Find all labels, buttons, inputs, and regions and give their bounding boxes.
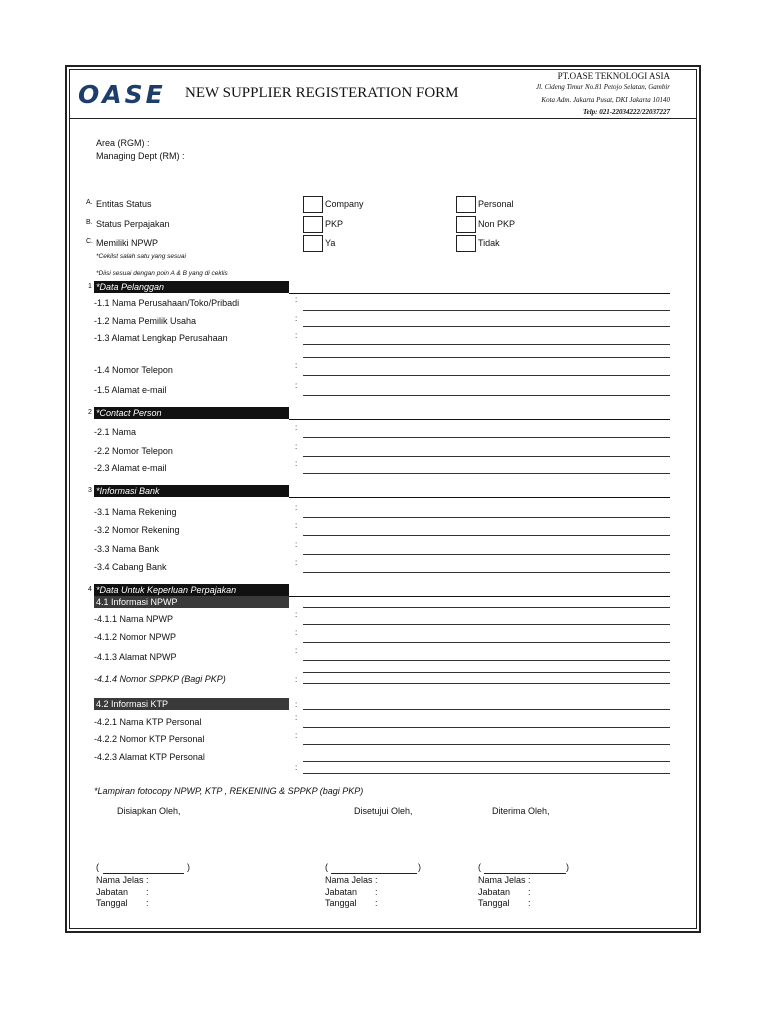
field-4-1-2-input[interactable] <box>303 642 670 643</box>
approved-by-label: Disetujui Oleh, <box>354 806 413 816</box>
status-a-letter: A. <box>86 199 93 206</box>
field-1-5-label: -1.5 Alamat e-mail <box>94 385 167 395</box>
section-3-rule <box>289 497 670 498</box>
field-4-2-3-input-line-1[interactable] <box>303 761 670 762</box>
section-4-rule <box>289 596 670 597</box>
field-4-1-1-label: -4.1.1 Nama NPWP <box>94 614 174 624</box>
pkp-option-label: PKP <box>325 219 344 229</box>
tidak-option-label: Tidak <box>478 238 500 248</box>
pkp-checkbox[interactable] <box>303 216 323 233</box>
status-b-letter: B. <box>86 219 93 226</box>
received-by-label: Diterima Oleh, <box>492 806 550 816</box>
field-1-5-colon: : <box>295 381 298 390</box>
field-3-3-input[interactable] <box>303 554 670 555</box>
signature-3-position-label: Jabatan <box>478 887 511 897</box>
field-2-3-colon: : <box>295 459 298 468</box>
field-2-3-input[interactable] <box>303 473 670 474</box>
prepared-by-label: Disiapkan Oleh, <box>117 806 181 816</box>
field-4-2-3-label: -4.2.3 Alamat KTP Personal <box>94 752 205 762</box>
company-address-2: Kota Adm. Jakarta Pusat, DKI Jakarta 10140 <box>541 96 670 104</box>
attachment-note: *Lampiran fotocopy NPWP, KTP , REKENING & SPPKP (bagi PKP) <box>94 786 364 796</box>
field-1-3-label: -1.3 Alamat Lengkap Perusahaan <box>94 333 228 343</box>
field-2-2-label: -2.2 Nomor Telepon <box>94 446 173 456</box>
company-logo: OASE <box>78 80 166 109</box>
field-4-1-4-label: -4.1.4 Nomor SPPKP (Bagi PKP) <box>94 674 226 684</box>
signature-2-line[interactable] <box>331 873 417 874</box>
section-4-number: 4 <box>88 586 92 593</box>
section-1-header: *Data Pelanggan <box>94 281 289 293</box>
header-divider <box>69 118 697 119</box>
field-3-3-label: -3.3 Nama Bank <box>94 544 160 554</box>
field-4-1-4-colon: : <box>295 675 298 684</box>
field-1-1-label: -1.1 Nama Perusahaan/Toko/Pribadi <box>94 298 240 308</box>
signature-2-position-label: Jabatan <box>325 887 358 897</box>
signature-2-position-colon: : <box>375 887 378 897</box>
signature-3-date-colon: : <box>528 898 531 908</box>
section-4-header: *Data Untuk Keperluan Perpajakan <box>94 584 289 596</box>
field-2-1-colon: : <box>295 423 298 432</box>
field-2-1-label: -2.1 Nama <box>94 427 137 437</box>
entitas-status-label: Entitas Status <box>96 199 152 209</box>
field-3-1-colon: : <box>295 503 298 512</box>
company-option-label: Company <box>325 199 364 209</box>
field-1-1-input[interactable] <box>303 310 670 311</box>
field-4-1-4-input-line-1[interactable] <box>303 672 670 673</box>
signature-1-open-paren: ( <box>96 862 99 872</box>
field-3-4-colon: : <box>295 558 298 567</box>
field-4-2-1-input[interactable] <box>303 727 670 728</box>
section-1-number: 1 <box>88 283 92 290</box>
checklist-note: *Cekilst salah satu yang sesuai <box>96 253 186 260</box>
field-3-1-input[interactable] <box>303 517 670 518</box>
area-label: Area (RGM) : <box>96 138 150 148</box>
signature-3-open-paren: ( <box>478 862 481 872</box>
section-3-header: *Informasi Bank <box>94 485 289 497</box>
section-2-header: *Contact Person <box>94 407 289 419</box>
ktp-subsection-header: 4.2 Informasi KTP <box>94 698 289 710</box>
field-1-1-colon: : <box>295 295 298 304</box>
field-2-1-input[interactable] <box>303 437 670 438</box>
field-4-1-1-colon: : <box>295 610 298 619</box>
field-1-2-colon: : <box>295 314 298 323</box>
ktp-subsection-rule <box>303 709 670 710</box>
signature-1-position-label: Jabatan <box>96 887 129 897</box>
section-2-rule <box>289 419 670 420</box>
field-2-2-input[interactable] <box>303 456 670 457</box>
field-1-3-input-line-1[interactable] <box>303 344 670 345</box>
signature-3-name-label: Nama Jelas : <box>478 875 531 885</box>
signature-1-date-label: Tanggal <box>96 898 128 908</box>
field-4-2-2-colon: : <box>295 731 298 740</box>
field-1-2-label: -1.2 Nama Pemilik Usaha <box>94 316 197 326</box>
npwp-subsection-rule <box>303 607 670 608</box>
form-title: NEW SUPPLIER REGISTERATION FORM <box>185 85 459 101</box>
field-4-2-2-input[interactable] <box>303 744 670 745</box>
field-4-2-1-colon: : <box>295 713 298 722</box>
status-perpajakan-label: Status Perpajakan <box>96 219 170 229</box>
section-3-number: 3 <box>88 487 92 494</box>
field-1-3-colon: : <box>295 331 298 340</box>
field-4-1-3-colon: : <box>295 646 298 655</box>
field-4-1-3-label: -4.1.3 Alamat NPWP <box>94 652 177 662</box>
ktp-subsection-colon: : <box>295 700 298 709</box>
signature-2-close-paren: ) <box>418 862 421 872</box>
managing-dept-label: Managing Dept (RM) : <box>96 151 185 161</box>
non-pkp-checkbox[interactable] <box>456 216 476 233</box>
company-phone: Telp: 021-22034222/22037227 <box>582 108 670 116</box>
signature-1-line[interactable] <box>103 873 184 874</box>
field-4-2-3-input-line-2[interactable] <box>303 773 670 774</box>
fill-note: *Diisi sesuai dengan poin A & B yang di ceklis <box>96 270 228 277</box>
field-4-1-4-input-line-2[interactable] <box>303 683 670 684</box>
field-4-1-2-colon: : <box>295 628 298 637</box>
field-1-4-label: -1.4 Nomor Telepon <box>94 365 173 375</box>
signature-3-date-label: Tanggal <box>478 898 510 908</box>
ya-option-label: Ya <box>325 238 336 248</box>
signature-3-line[interactable] <box>484 873 566 874</box>
ya-checkbox[interactable] <box>303 235 323 252</box>
field-3-2-label: -3.2 Nomor Rekening <box>94 525 180 535</box>
field-4-1-3-input[interactable] <box>303 660 670 661</box>
field-1-4-input[interactable] <box>303 375 670 376</box>
field-3-4-label: -3.4 Cabang Bank <box>94 562 167 572</box>
status-c-letter: C. <box>86 238 93 245</box>
page-inner-border <box>69 69 697 929</box>
field-4-1-2-label: -4.1.2 Nomor NPWP <box>94 632 177 642</box>
field-4-2-2-label: -4.2.2 Nomor KTP Personal <box>94 734 205 744</box>
company-name: PT.OASE TEKNOLOGI ASIA <box>557 71 670 81</box>
field-1-4-colon: : <box>295 361 298 370</box>
field-2-2-colon: : <box>295 442 298 451</box>
signature-1-close-paren: ) <box>187 862 190 872</box>
field-3-4-input[interactable] <box>303 572 670 573</box>
field-4-2-1-label: -4.2.1 Nama KTP Personal <box>94 717 202 727</box>
field-2-3-label: -2.3 Alamat e-mail <box>94 463 167 473</box>
non-pkp-option-label: Non PKP <box>478 219 516 229</box>
memiliki-npwp-label: Memiliki NPWP <box>96 238 158 248</box>
field-4-2-3-colon: : <box>295 763 298 772</box>
signature-2-name-label: Nama Jelas : <box>325 875 378 885</box>
signature-2-open-paren: ( <box>325 862 328 872</box>
field-1-2-input[interactable] <box>303 326 670 327</box>
field-3-2-input[interactable] <box>303 535 670 536</box>
npwp-subsection-header: 4.1 Informasi NPWP <box>94 596 289 608</box>
field-3-1-label: -3.1 Nama Rekening <box>94 507 177 517</box>
signature-2-date-label: Tanggal <box>325 898 357 908</box>
signature-3-close-paren: ) <box>566 862 569 872</box>
personal-checkbox[interactable] <box>456 196 476 213</box>
tidak-checkbox[interactable] <box>456 235 476 252</box>
field-1-5-input[interactable] <box>303 395 670 396</box>
field-4-1-1-input[interactable] <box>303 624 670 625</box>
signature-1-position-colon: : <box>146 887 149 897</box>
signature-1-name-label: Nama Jelas : <box>96 875 149 885</box>
field-3-2-colon: : <box>295 521 298 530</box>
field-3-3-colon: : <box>295 540 298 549</box>
company-checkbox[interactable] <box>303 196 323 213</box>
signature-2-date-colon: : <box>375 898 378 908</box>
signature-1-date-colon: : <box>146 898 149 908</box>
personal-option-label: Personal <box>478 199 514 209</box>
company-address-1: Jl. Cideng Timur No.81 Petojo Selatan, Gambir <box>536 83 670 91</box>
field-1-3-input-line-2[interactable] <box>303 357 670 358</box>
section-1-rule <box>289 293 670 294</box>
section-2-number: 2 <box>88 409 92 416</box>
signature-3-position-colon: : <box>528 887 531 897</box>
